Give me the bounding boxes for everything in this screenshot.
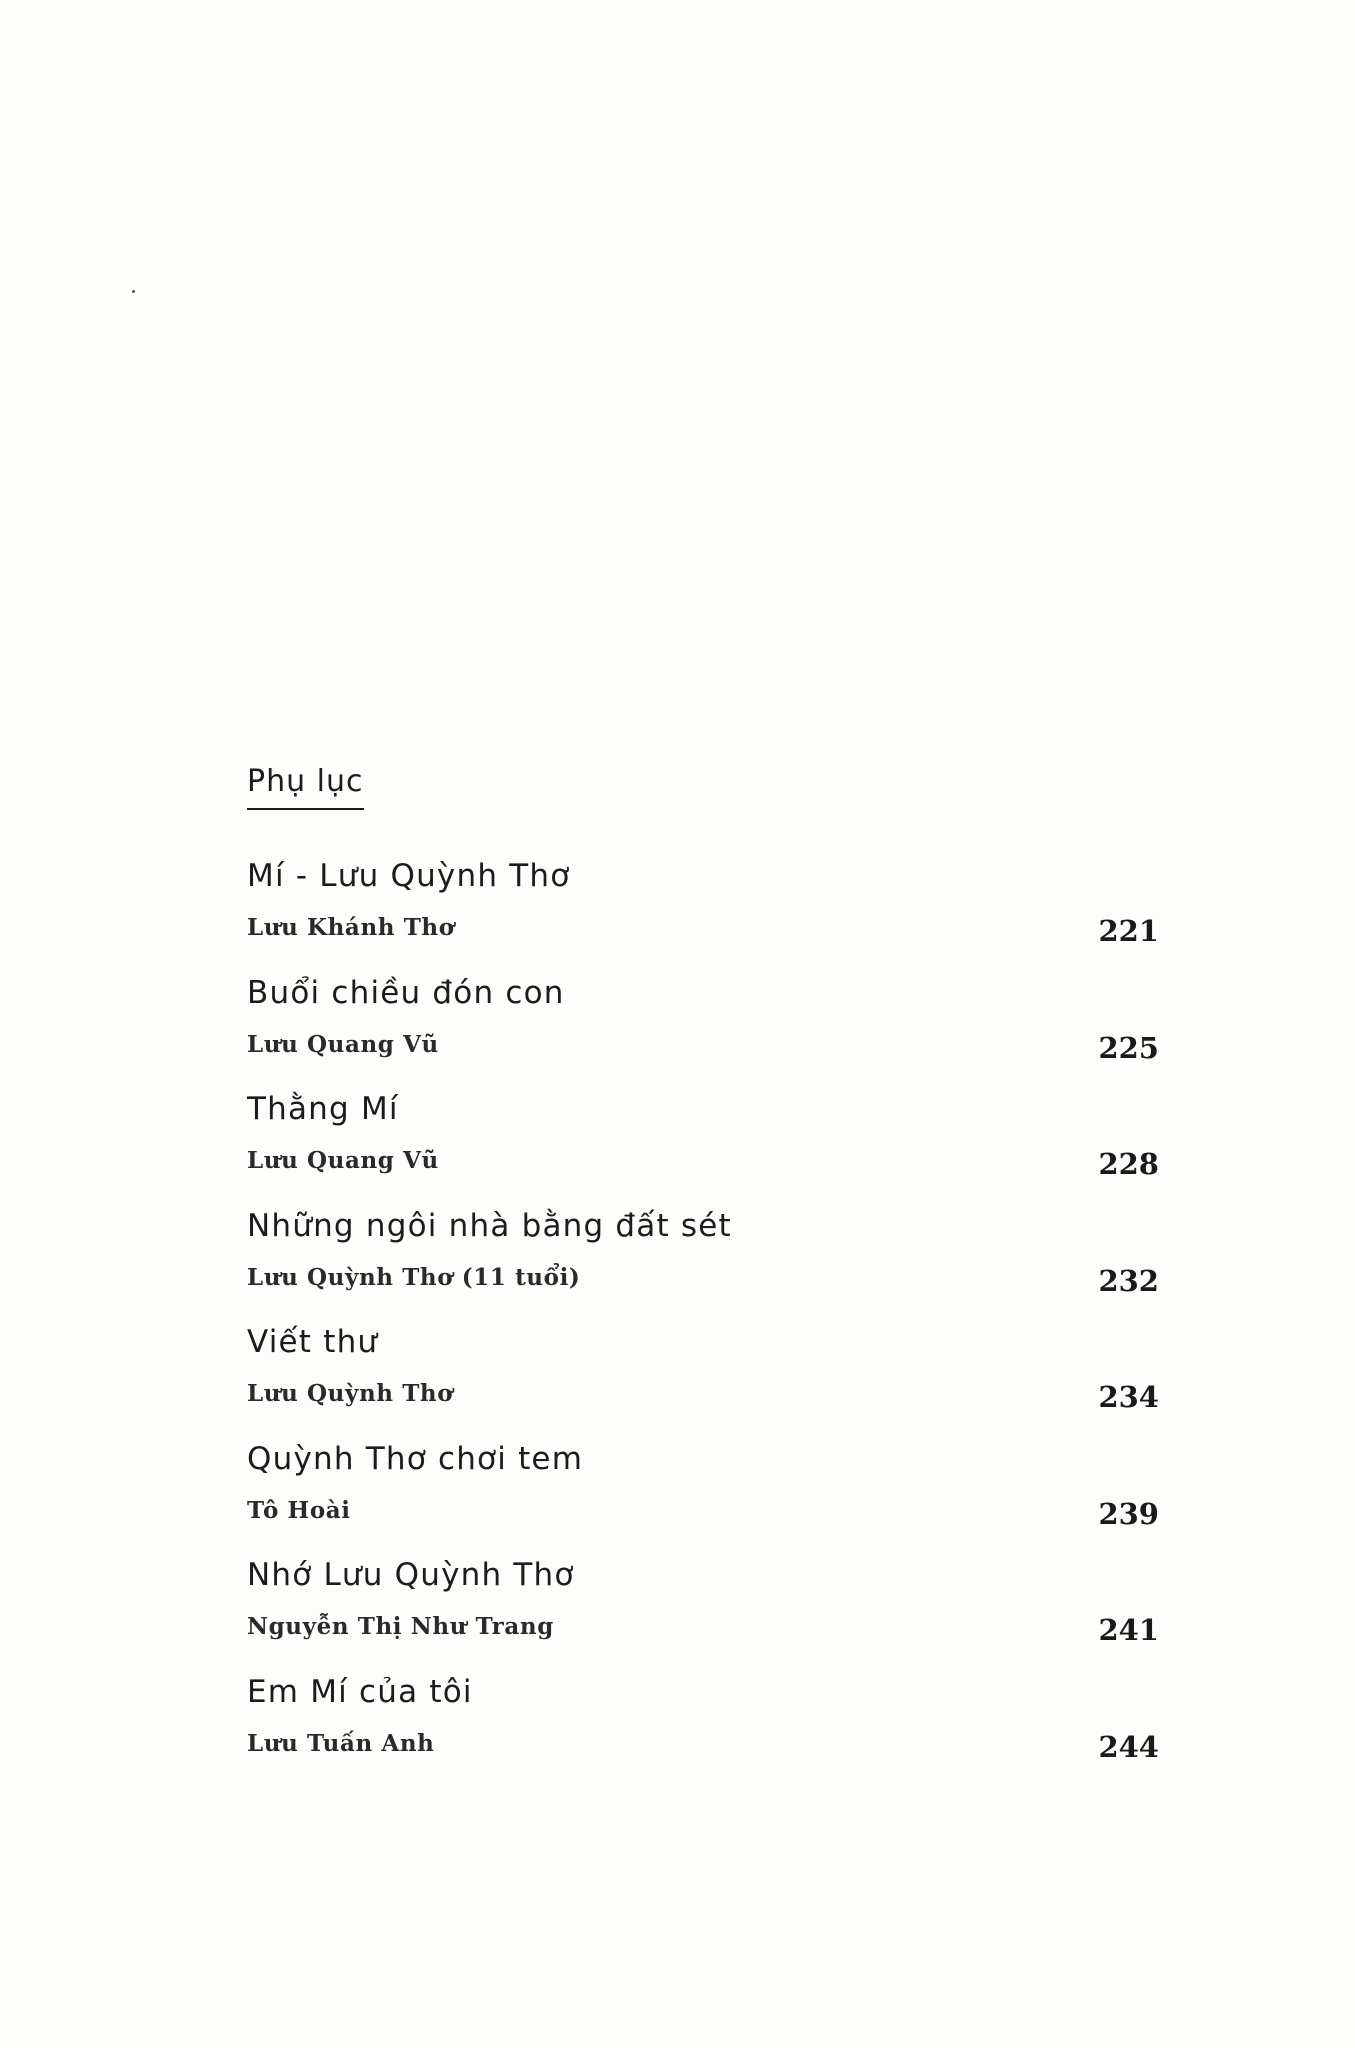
toc-entry [247, 858, 1159, 975]
entry-title: Thằng Mí [247, 1091, 399, 1127]
toc-entry [247, 1441, 1159, 1558]
toc-entry [247, 975, 1159, 1092]
entry-page-number: 234 [1098, 1380, 1159, 1414]
entry-page-number: 221 [1098, 914, 1159, 948]
entry-title: Mí - Lưu Quỳnh Thơ [247, 858, 571, 894]
entry-title: Buổi chiều đón con [247, 974, 565, 1011]
entry-page-number: 241 [1098, 1613, 1159, 1647]
entry-title: Viết thư [247, 1324, 379, 1360]
table-of-contents [247, 858, 1159, 1790]
entry-author: Lưu Khánh Thơ [247, 914, 455, 941]
toc-entry [247, 1324, 1159, 1441]
entry-author: Lưu Quang Vũ [247, 1030, 439, 1058]
page-speck [132, 290, 135, 293]
entry-title: Quỳnh Thơ chơi tem [247, 1440, 584, 1477]
entry-author: Lưu Tuấn Anh [247, 1729, 435, 1757]
section-title: Phụ lục [247, 764, 364, 810]
toc-entry [247, 1091, 1159, 1208]
entry-author: Lưu Quỳnh Thơ (11 tuổi) [247, 1263, 581, 1291]
entry-author: Nguyễn Thị Như Trang [247, 1613, 554, 1640]
toc-entry [247, 1557, 1159, 1674]
toc-entry [247, 1674, 1159, 1791]
entry-author: Tô Hoài [247, 1496, 351, 1524]
entry-author: Lưu Quang Vũ [247, 1147, 439, 1174]
entry-title: Nhớ Lưu Quỳnh Thơ [247, 1557, 575, 1593]
entry-author: Lưu Quỳnh Thơ [247, 1380, 454, 1407]
entry-page-number: 239 [1098, 1496, 1159, 1531]
entry-page-number: 225 [1098, 1030, 1159, 1065]
entry-title: Những ngôi nhà bằng đất sét [247, 1207, 732, 1244]
toc-entry [247, 1208, 1159, 1325]
entry-page-number: 244 [1098, 1729, 1159, 1764]
entry-page-number: 232 [1098, 1263, 1159, 1298]
entry-title: Em Mí của tôi [247, 1673, 473, 1710]
entry-page-number: 228 [1098, 1147, 1159, 1181]
